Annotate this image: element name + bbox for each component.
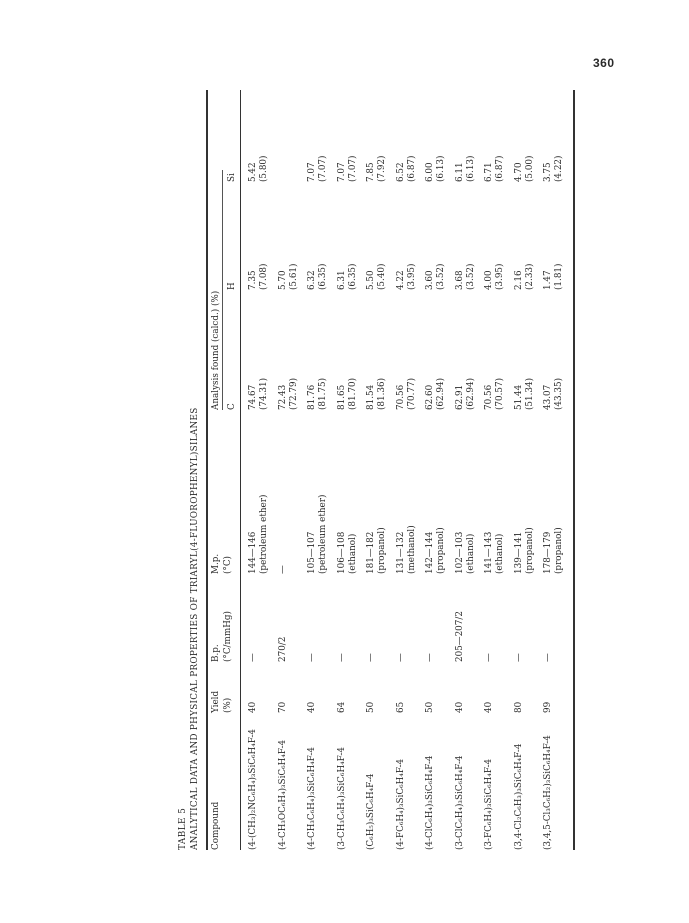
- cell-compound: [484, 759, 495, 850]
- cell-c-value: 43.07: [543, 384, 553, 410]
- cell-si-calc: (7.07): [347, 155, 358, 182]
- cell-h: [455, 264, 477, 290]
- cell-bp: [455, 611, 466, 662]
- cell-c: [278, 378, 300, 410]
- bottom-rule: [573, 90, 575, 850]
- cell-mp-value: 142—144: [425, 531, 435, 574]
- table-row: [455, 90, 487, 850]
- cell-c-calc: (72.79): [288, 377, 299, 410]
- cell-h-value: 5.70: [277, 270, 288, 290]
- cell-mp: [248, 495, 270, 574]
- cell-si-calc: (6.87): [406, 155, 417, 182]
- cell-si: [307, 156, 329, 182]
- cell-si-calc: (6.13): [465, 155, 476, 182]
- cell-si: [543, 156, 565, 182]
- cell-c: [484, 378, 506, 410]
- cell-yield-value: 99: [543, 701, 553, 713]
- cell-c-calc: (62.94): [436, 377, 446, 410]
- cell-si: [396, 156, 418, 182]
- cell-si-value: 6.71: [484, 162, 494, 182]
- cell-bp: [514, 653, 525, 662]
- cell-si: [425, 156, 447, 182]
- cell-mp-value: 139—141: [513, 531, 524, 574]
- cell-h-value: 3.60: [425, 270, 435, 290]
- cell-si-calc: (5.00): [524, 155, 535, 182]
- cell-yield-value: 50: [425, 701, 435, 713]
- cell-compound: [455, 755, 466, 850]
- cell-compound-value: (4-ClC₆H₄)₃SiC₆H₄F-4: [425, 755, 435, 850]
- cell-c: [543, 378, 565, 410]
- cell-yield: [543, 702, 554, 713]
- cell-compound-value: (3-FC₆H₄)₃SiC₆H₄F-4: [484, 758, 494, 850]
- cell-c-value: 81.54: [366, 384, 376, 410]
- cell-yield: [396, 702, 407, 713]
- cell-c: [396, 378, 418, 410]
- cell-h: [307, 264, 329, 290]
- cell-mp-value: 131—132: [395, 531, 406, 574]
- cell-si: [514, 156, 536, 182]
- cell-mp-calc: (ethanol): [347, 533, 358, 574]
- cell-mp-value: 105—107: [307, 531, 317, 574]
- cell-c-calc: (81.75): [318, 377, 328, 410]
- table-row: [278, 90, 310, 850]
- cell-compound-value: (3,4-Cl₂C₆H₃)₃SiC₆H₄F-4: [513, 743, 524, 850]
- cell-si-calc: (5.80): [259, 155, 269, 182]
- cell-bp-value: 270/2: [277, 636, 288, 662]
- cell-mp: [366, 527, 388, 574]
- cell-yield-value: 64: [336, 701, 347, 713]
- cell-si-calc: (4.22): [554, 155, 564, 182]
- cell-mp: [514, 527, 536, 574]
- cell-si-value: 7.85: [366, 162, 376, 182]
- cell-c: [425, 378, 447, 410]
- cell-bp: [366, 653, 377, 662]
- cell-si: [484, 156, 506, 182]
- analysis-rule: [222, 170, 223, 410]
- cell-c-value: 81.65: [336, 384, 347, 410]
- cell-h: [337, 264, 359, 290]
- table-row: [307, 90, 339, 850]
- cell-h-calc: (5.40): [377, 263, 387, 290]
- cell-c: [337, 378, 359, 410]
- cell-h-calc: (3.52): [465, 263, 476, 290]
- cell-yield: [514, 702, 525, 713]
- cell-h: [248, 264, 270, 290]
- cell-c-calc: (43.35): [554, 377, 564, 410]
- table-row: [248, 90, 280, 850]
- cell-mp-value: 178—179: [543, 531, 553, 574]
- cell-c-value: 70.56: [395, 384, 406, 410]
- cell-c-value: 70.56: [484, 384, 494, 410]
- cell-si: [366, 156, 388, 182]
- cell-h-value: 7.35: [248, 270, 258, 290]
- cell-si-value: 7.07: [336, 162, 347, 182]
- header-compound: Compound: [211, 801, 221, 850]
- cell-si-calc: (6.13): [436, 155, 446, 182]
- cell-h: [484, 264, 506, 290]
- cell-c: [455, 378, 477, 410]
- cell-mp-calc: (propanol): [524, 527, 535, 574]
- cell-compound: [337, 747, 348, 850]
- cell-mp: [396, 525, 418, 574]
- cell-h-value: 2.16: [513, 270, 524, 290]
- page-number: 360: [593, 56, 615, 70]
- cell-yield: [337, 702, 348, 713]
- table-row: [337, 90, 369, 850]
- cell-compound-value: (3-CH₃C₆H₄)₃SiC₆H₄F-4: [336, 747, 347, 850]
- cell-compound-value: (4-CH₃C₆H₄)₃SiC₆H₄F-4: [307, 747, 317, 850]
- cell-h: [278, 264, 300, 290]
- cell-yield-value: 50: [366, 701, 376, 713]
- cell-mp-value: 141—143: [484, 531, 494, 574]
- header-yield: Yield: [211, 690, 221, 713]
- cell-si-value: 6.00: [425, 162, 435, 182]
- cell-bp-value: —: [543, 653, 553, 662]
- cell-c-calc: (74.31): [259, 377, 269, 410]
- cell-mp-calc: (propanol): [436, 527, 446, 574]
- cell-mp-value: 181—182: [366, 531, 376, 574]
- cell-h-calc: (3.95): [495, 263, 505, 290]
- cell-compound: [307, 747, 318, 850]
- cell-compound: [278, 740, 289, 850]
- cell-compound-value: (4-(CH₃)₂NC₆H₄)₃SiC₆H₄F-4: [248, 728, 258, 850]
- cell-h-value: 3.68: [454, 270, 465, 290]
- cell-bp: [337, 653, 348, 662]
- cell-yield: [455, 702, 466, 713]
- cell-c-value: 81.76: [307, 384, 317, 410]
- header-rule: [240, 90, 241, 850]
- cell-yield: [366, 702, 377, 713]
- cell-si-calc: (7.92): [377, 155, 387, 182]
- cell-compound: [425, 755, 436, 850]
- table-title: ANALYTICAL DATA AND PHYSICAL PROPERTIES OF TRIARYL(4-FLUOROPHENYL)SILANES: [190, 407, 200, 850]
- cell-compound-value: (4-CH₃OC₆H₄)₃SiC₆H₄F-4: [277, 739, 288, 850]
- rotated-table: [178, 90, 583, 850]
- cell-mp: [484, 532, 506, 574]
- cell-mp-calc: (petroleum ether): [259, 494, 269, 574]
- table-row: [484, 90, 516, 850]
- cell-h: [366, 264, 388, 290]
- cell-h-value: 4.22: [395, 270, 406, 290]
- cell-mp-calc: (ethanol): [465, 533, 476, 574]
- cell-compound: [396, 759, 407, 850]
- table-label: TABLE 5: [178, 807, 188, 850]
- cell-mp-value: 106—108: [336, 531, 347, 574]
- cell-mp: [278, 565, 289, 574]
- cell-h-calc: (3.95): [406, 263, 417, 290]
- header-c: C: [227, 403, 237, 410]
- cell-c-value: 72.43: [277, 384, 288, 410]
- top-rule: [206, 90, 208, 850]
- cell-yield-value: 40: [484, 701, 494, 713]
- cell-h-value: 4.00: [484, 270, 494, 290]
- cell-mp: [425, 527, 447, 574]
- cell-bp: [396, 653, 407, 662]
- cell-mp-calc: (propanol): [377, 527, 387, 574]
- cell-h-calc: (7.08): [259, 263, 269, 290]
- cell-mp-value: —: [277, 565, 288, 574]
- cell-c: [248, 378, 270, 410]
- cell-si-calc: (6.87): [495, 155, 505, 182]
- cell-c: [514, 378, 536, 410]
- cell-h-value: 6.32: [307, 270, 317, 290]
- cell-compound: [543, 735, 554, 850]
- header-mp-unit: (°C): [223, 556, 233, 574]
- cell-si-value: 4.70: [513, 162, 524, 182]
- cell-h-value: 6.31: [336, 270, 347, 290]
- cell-mp-calc: (propanol): [554, 527, 564, 574]
- cell-c-calc: (81.36): [377, 377, 387, 410]
- cell-mp: [543, 527, 565, 574]
- table-row: [543, 90, 575, 850]
- cell-compound: [366, 774, 377, 850]
- cell-mp-calc: (methanol): [406, 525, 417, 574]
- cell-mp-value: 102—103: [454, 531, 465, 574]
- cell-yield: [484, 702, 495, 713]
- cell-bp-value: —: [248, 653, 258, 662]
- cell-bp-value: 205—207/2: [454, 611, 465, 662]
- cell-yield: [248, 702, 259, 713]
- cell-compound-value: (C₆H₅)₃SiC₆H₄F-4: [366, 773, 376, 850]
- cell-yield-value: 80: [513, 701, 524, 713]
- cell-h: [514, 264, 536, 290]
- cell-compound-value: (4-FC₆H₄)₃SiC₆H₄F-4: [395, 758, 406, 850]
- cell-bp: [543, 653, 554, 662]
- header-bp-unit: (°C/mmHg): [223, 611, 233, 662]
- cell-mp-calc: (ethanol): [495, 533, 505, 574]
- cell-h-calc: (5.61): [288, 263, 299, 290]
- cell-c: [307, 378, 329, 410]
- cell-h: [396, 264, 418, 290]
- header-analysis: Analysis found (calcd.) (%): [211, 290, 221, 410]
- cell-si: [337, 156, 359, 182]
- cell-compound-value: (3-ClC₆H₄)₃SiC₆H₄F-4: [454, 755, 465, 850]
- cell-mp: [455, 532, 477, 574]
- cell-bp-value: —: [484, 653, 494, 662]
- cell-h-calc: (6.35): [347, 263, 358, 290]
- cell-c-value: 74.67: [248, 384, 258, 410]
- cell-si-value: 3.75: [543, 162, 553, 182]
- cell-compound: [248, 729, 259, 850]
- cell-bp: [484, 653, 495, 662]
- cell-h: [425, 264, 447, 290]
- table-row: [366, 90, 398, 850]
- cell-h: [543, 264, 565, 290]
- header-si: Si: [227, 173, 237, 182]
- cell-c-calc: (70.57): [495, 377, 505, 410]
- cell-yield: [307, 702, 318, 713]
- cell-si-value: 6.52: [395, 162, 406, 182]
- cell-yield-value: 70: [277, 701, 288, 713]
- header-h: H: [227, 282, 237, 290]
- table-row: [425, 90, 457, 850]
- cell-yield: [425, 702, 436, 713]
- cell-mp-value: 144—146: [248, 531, 258, 574]
- cell-compound: [514, 744, 525, 850]
- cell-h-calc: (1.81): [554, 263, 564, 290]
- cell-bp: [278, 637, 289, 662]
- table-row: [514, 90, 546, 850]
- cell-si: [248, 156, 270, 182]
- cell-si: [455, 156, 477, 182]
- cell-c-calc: (81.70): [347, 377, 358, 410]
- cell-c-value: 62.60: [425, 384, 435, 410]
- cell-c-value: 51.44: [513, 384, 524, 410]
- cell-bp-value: —: [307, 653, 317, 662]
- cell-h-value: 5.50: [366, 270, 376, 290]
- cell-bp: [425, 653, 436, 662]
- cell-c-calc: (51.34): [524, 377, 535, 410]
- table-row: [396, 90, 428, 850]
- cell-bp-value: —: [395, 653, 406, 662]
- cell-bp: [307, 653, 318, 662]
- cell-yield-value: 40: [307, 701, 317, 713]
- cell-h-calc: (3.52): [436, 263, 446, 290]
- cell-bp-value: —: [366, 653, 376, 662]
- cell-mp-calc: (petroleum ether): [318, 494, 328, 574]
- cell-si-value: 7.07: [307, 162, 317, 182]
- header-yield-unit: (%): [223, 697, 233, 713]
- cell-mp: [307, 495, 329, 574]
- header-mp: M.p.: [211, 553, 221, 574]
- cell-compound-value: (3,4,5-Cl₃C₆H₂)₃SiC₆H₄F-4: [543, 735, 553, 850]
- cell-mp: [337, 532, 359, 574]
- cell-yield-value: 65: [395, 701, 406, 713]
- cell-yield-value: 40: [248, 701, 258, 713]
- cell-yield-value: 40: [454, 701, 465, 713]
- cell-si-value: 6.11: [454, 162, 465, 182]
- cell-bp-value: —: [513, 653, 524, 662]
- cell-c: [366, 378, 388, 410]
- cell-c-calc: (62.94): [465, 377, 476, 410]
- cell-c-calc: (70.77): [406, 377, 417, 410]
- cell-yield: [278, 702, 289, 713]
- cell-h-calc: (6.35): [318, 263, 328, 290]
- header-bp: B.p.: [211, 644, 221, 662]
- cell-bp: [248, 653, 259, 662]
- cell-si-value: 5.42: [248, 162, 258, 182]
- cell-h-calc: (2.33): [524, 263, 535, 290]
- cell-c-value: 62.91: [454, 384, 465, 410]
- cell-bp-value: —: [336, 653, 347, 662]
- cell-si-calc: (7.07): [318, 155, 328, 182]
- cell-bp-value: —: [425, 653, 435, 662]
- cell-h-value: 1.47: [543, 270, 553, 290]
